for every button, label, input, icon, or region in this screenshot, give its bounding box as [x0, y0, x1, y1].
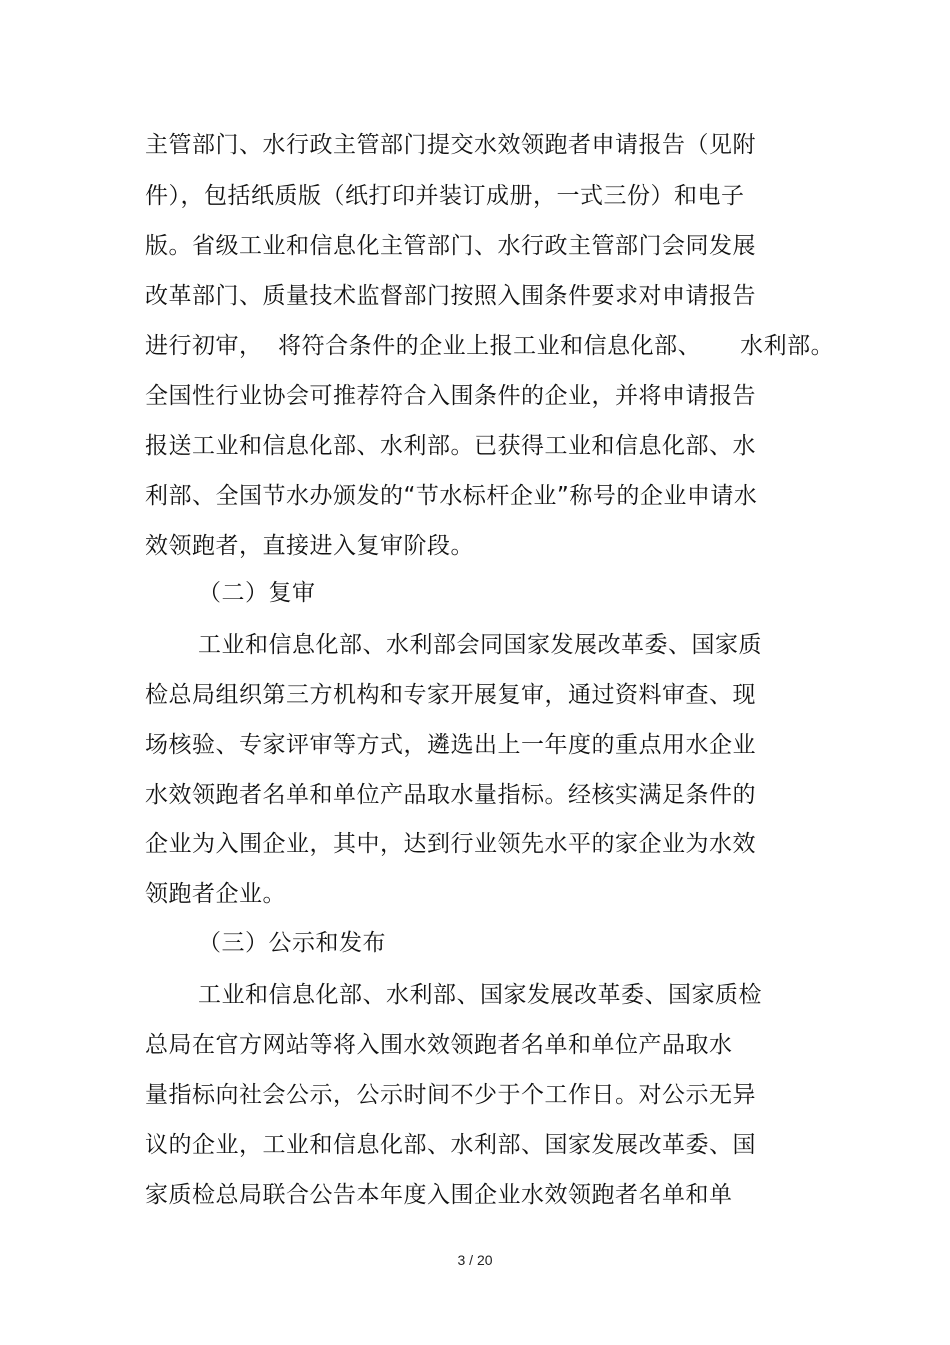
text-line: 件），包括纸质版（纸打印并装订成册，一式三份）和电子: [145, 183, 745, 209]
text-line: 总局在官方网站等将入围水效领跑者名单和单位产品取水: [145, 1032, 733, 1058]
text-line: 全国性行业协会可推荐符合入围条件的企业，并将申请报告: [145, 383, 756, 409]
page-number: 3 / 20: [457, 1252, 493, 1268]
text-line: 工业和信息化部、水利部会同国家发展改革委、国家质: [198, 632, 762, 658]
text-line: 企业为入围企业，其中，达到行业领先水平的家企业为水效: [145, 831, 756, 857]
text-line: 领跑者企业。: [145, 881, 286, 907]
text-line: 进行初审， 将符合条件的企业上报工业和信息化部、 水利部。: [145, 333, 835, 359]
text-line: 主管部门、水行政主管部门提交水效领跑者申请报告（见附: [145, 132, 756, 158]
section-heading: （二）复审: [198, 580, 316, 606]
text-line: 场核验、专家评审等方式，遴选出上一年度的重点用水企业: [145, 732, 756, 758]
text-line: 工业和信息化部、水利部、国家发展改革委、国家质检: [198, 982, 762, 1008]
text-line: 改革部门、质量技术监督部门按照入围条件要求对申请报告: [145, 283, 756, 309]
text-line: 版。省级工业和信息化主管部门、水行政主管部门会同发展: [145, 233, 756, 259]
text-line: 报送工业和信息化部、水利部。已获得工业和信息化部、水: [145, 433, 756, 459]
text-line: 效领跑者，直接进入复审阶段。: [145, 533, 474, 559]
section-heading: （三）公示和发布: [198, 930, 386, 956]
text-line: 量指标向社会公示，公示时间不少于个工作日。对公示无异: [145, 1082, 756, 1108]
text-line: 利部、全国节水办颁发的“节水标杆企业”称号的企业申请水: [145, 483, 758, 509]
text-line: 议的企业，工业和信息化部、水利部、国家发展改革委、国: [145, 1132, 756, 1158]
text-line: 家质检总局联合公告本年度入围企业水效领跑者名单和单: [145, 1182, 733, 1208]
text-line: 水效领跑者名单和单位产品取水量指标。经核实满足条件的: [145, 782, 756, 808]
text-line: 检总局组织第三方机构和专家开展复审，通过资料审查、现: [145, 682, 756, 708]
